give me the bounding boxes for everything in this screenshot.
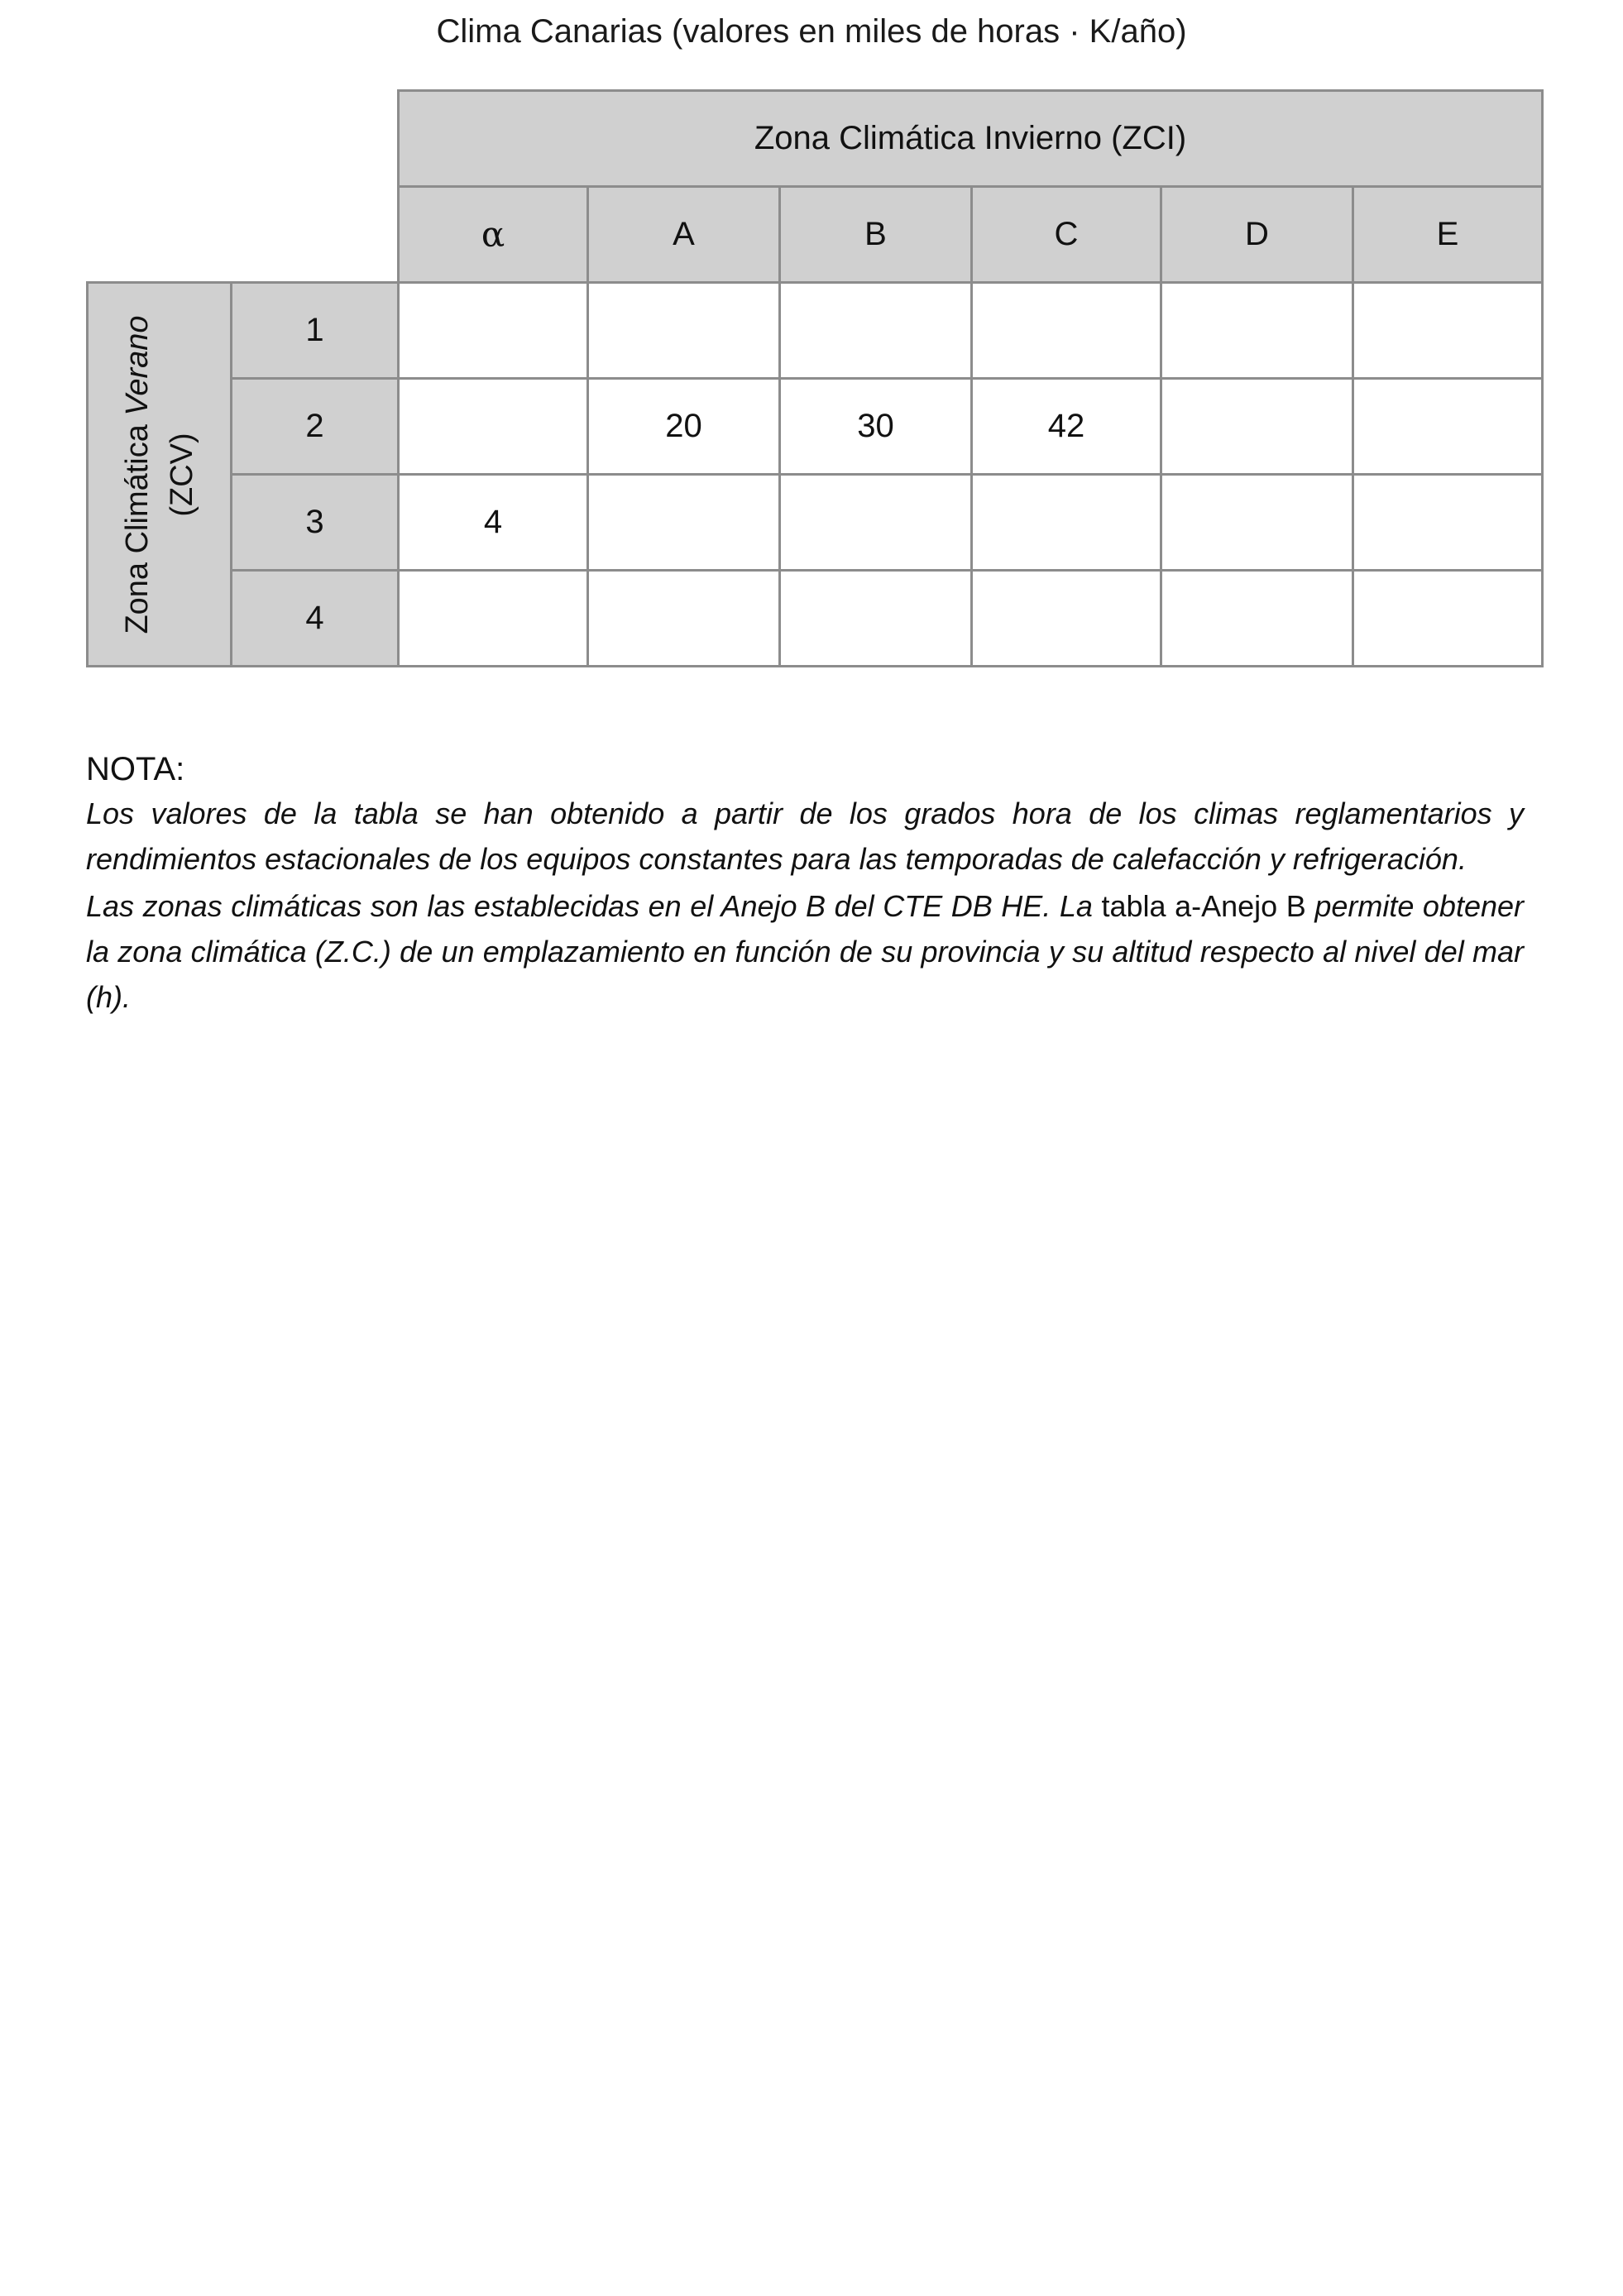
table-corner-blank — [88, 91, 399, 187]
row-header-1: 1 — [232, 283, 399, 379]
table-cell — [972, 475, 1161, 571]
table-cell — [1161, 475, 1353, 571]
row-group-header-italic: Verano — [119, 314, 155, 416]
table-cell — [1353, 475, 1543, 571]
table-cell — [780, 283, 972, 379]
document-title: Clima Canarias (valores en miles de horas · K/año) — [436, 13, 1187, 50]
note-body — [86, 791, 1524, 1020]
table-cell — [399, 283, 588, 379]
table-cell — [588, 475, 780, 571]
table-cell: 42 — [972, 379, 1161, 475]
table-cell — [588, 571, 780, 667]
table-cell — [1353, 283, 1543, 379]
table-cell: 20 — [588, 379, 780, 475]
table-cell — [1353, 571, 1543, 667]
column-header-c: C — [972, 187, 1161, 283]
table-corner-blank — [88, 187, 399, 283]
table-cell — [588, 283, 780, 379]
row-group-header-text — [115, 315, 204, 634]
table-cell — [972, 283, 1161, 379]
row-group-header-part1: Zona Climática — [119, 415, 155, 634]
column-header-d: D — [1161, 187, 1353, 283]
column-header-e: E — [1353, 187, 1543, 283]
table-cell — [1161, 571, 1353, 667]
row-header-3: 3 — [232, 475, 399, 571]
note-paragraph-2-part1: Las zonas climáticas son las establecidas en el Anejo B del CTE DB HE. La — [86, 889, 1093, 923]
table-row — [88, 475, 1543, 571]
row-group-header — [88, 283, 232, 667]
table-cell: 4 — [399, 475, 588, 571]
table-row — [88, 283, 1543, 379]
table-cell: 30 — [780, 379, 972, 475]
table-cell — [1161, 379, 1353, 475]
row-group-header-abbrev: (ZCV) — [164, 432, 199, 517]
column-header-b: B — [780, 187, 972, 283]
table-cell — [399, 571, 588, 667]
table-cell — [972, 571, 1161, 667]
note-paragraph-2-part3: permite obtener la zona climática (Z.C.) de un emplazamiento en función de su provincia y su altitud respecto al nivel del mar (h). — [86, 889, 1524, 1014]
table-cell — [1353, 379, 1543, 475]
note-table-reference: tabla a-Anejo B — [1101, 889, 1306, 923]
column-group-header: Zona Climática Invierno (ZCI) — [399, 91, 1543, 187]
table-row — [88, 379, 1543, 475]
table-cell — [780, 571, 972, 667]
note-paragraph-2 — [86, 883, 1524, 1020]
row-header-2: 2 — [232, 379, 399, 475]
column-header-a: A — [588, 187, 780, 283]
row-header-4: 4 — [232, 571, 399, 667]
table-row — [88, 571, 1543, 667]
note-heading: NOTA: — [86, 751, 185, 787]
table-cell — [1161, 283, 1353, 379]
note-paragraph-1: Los valores de la tabla se han obtenido a partir de los grados hora de los climas reglamentarios y rendimientos estacionales de los equipos constantes para las temporadas de calefacción y refrigeración. — [86, 796, 1524, 876]
climate-table — [86, 89, 1544, 667]
table-cell — [780, 475, 972, 571]
column-header-alpha: α — [399, 187, 588, 283]
table-cell — [399, 379, 588, 475]
